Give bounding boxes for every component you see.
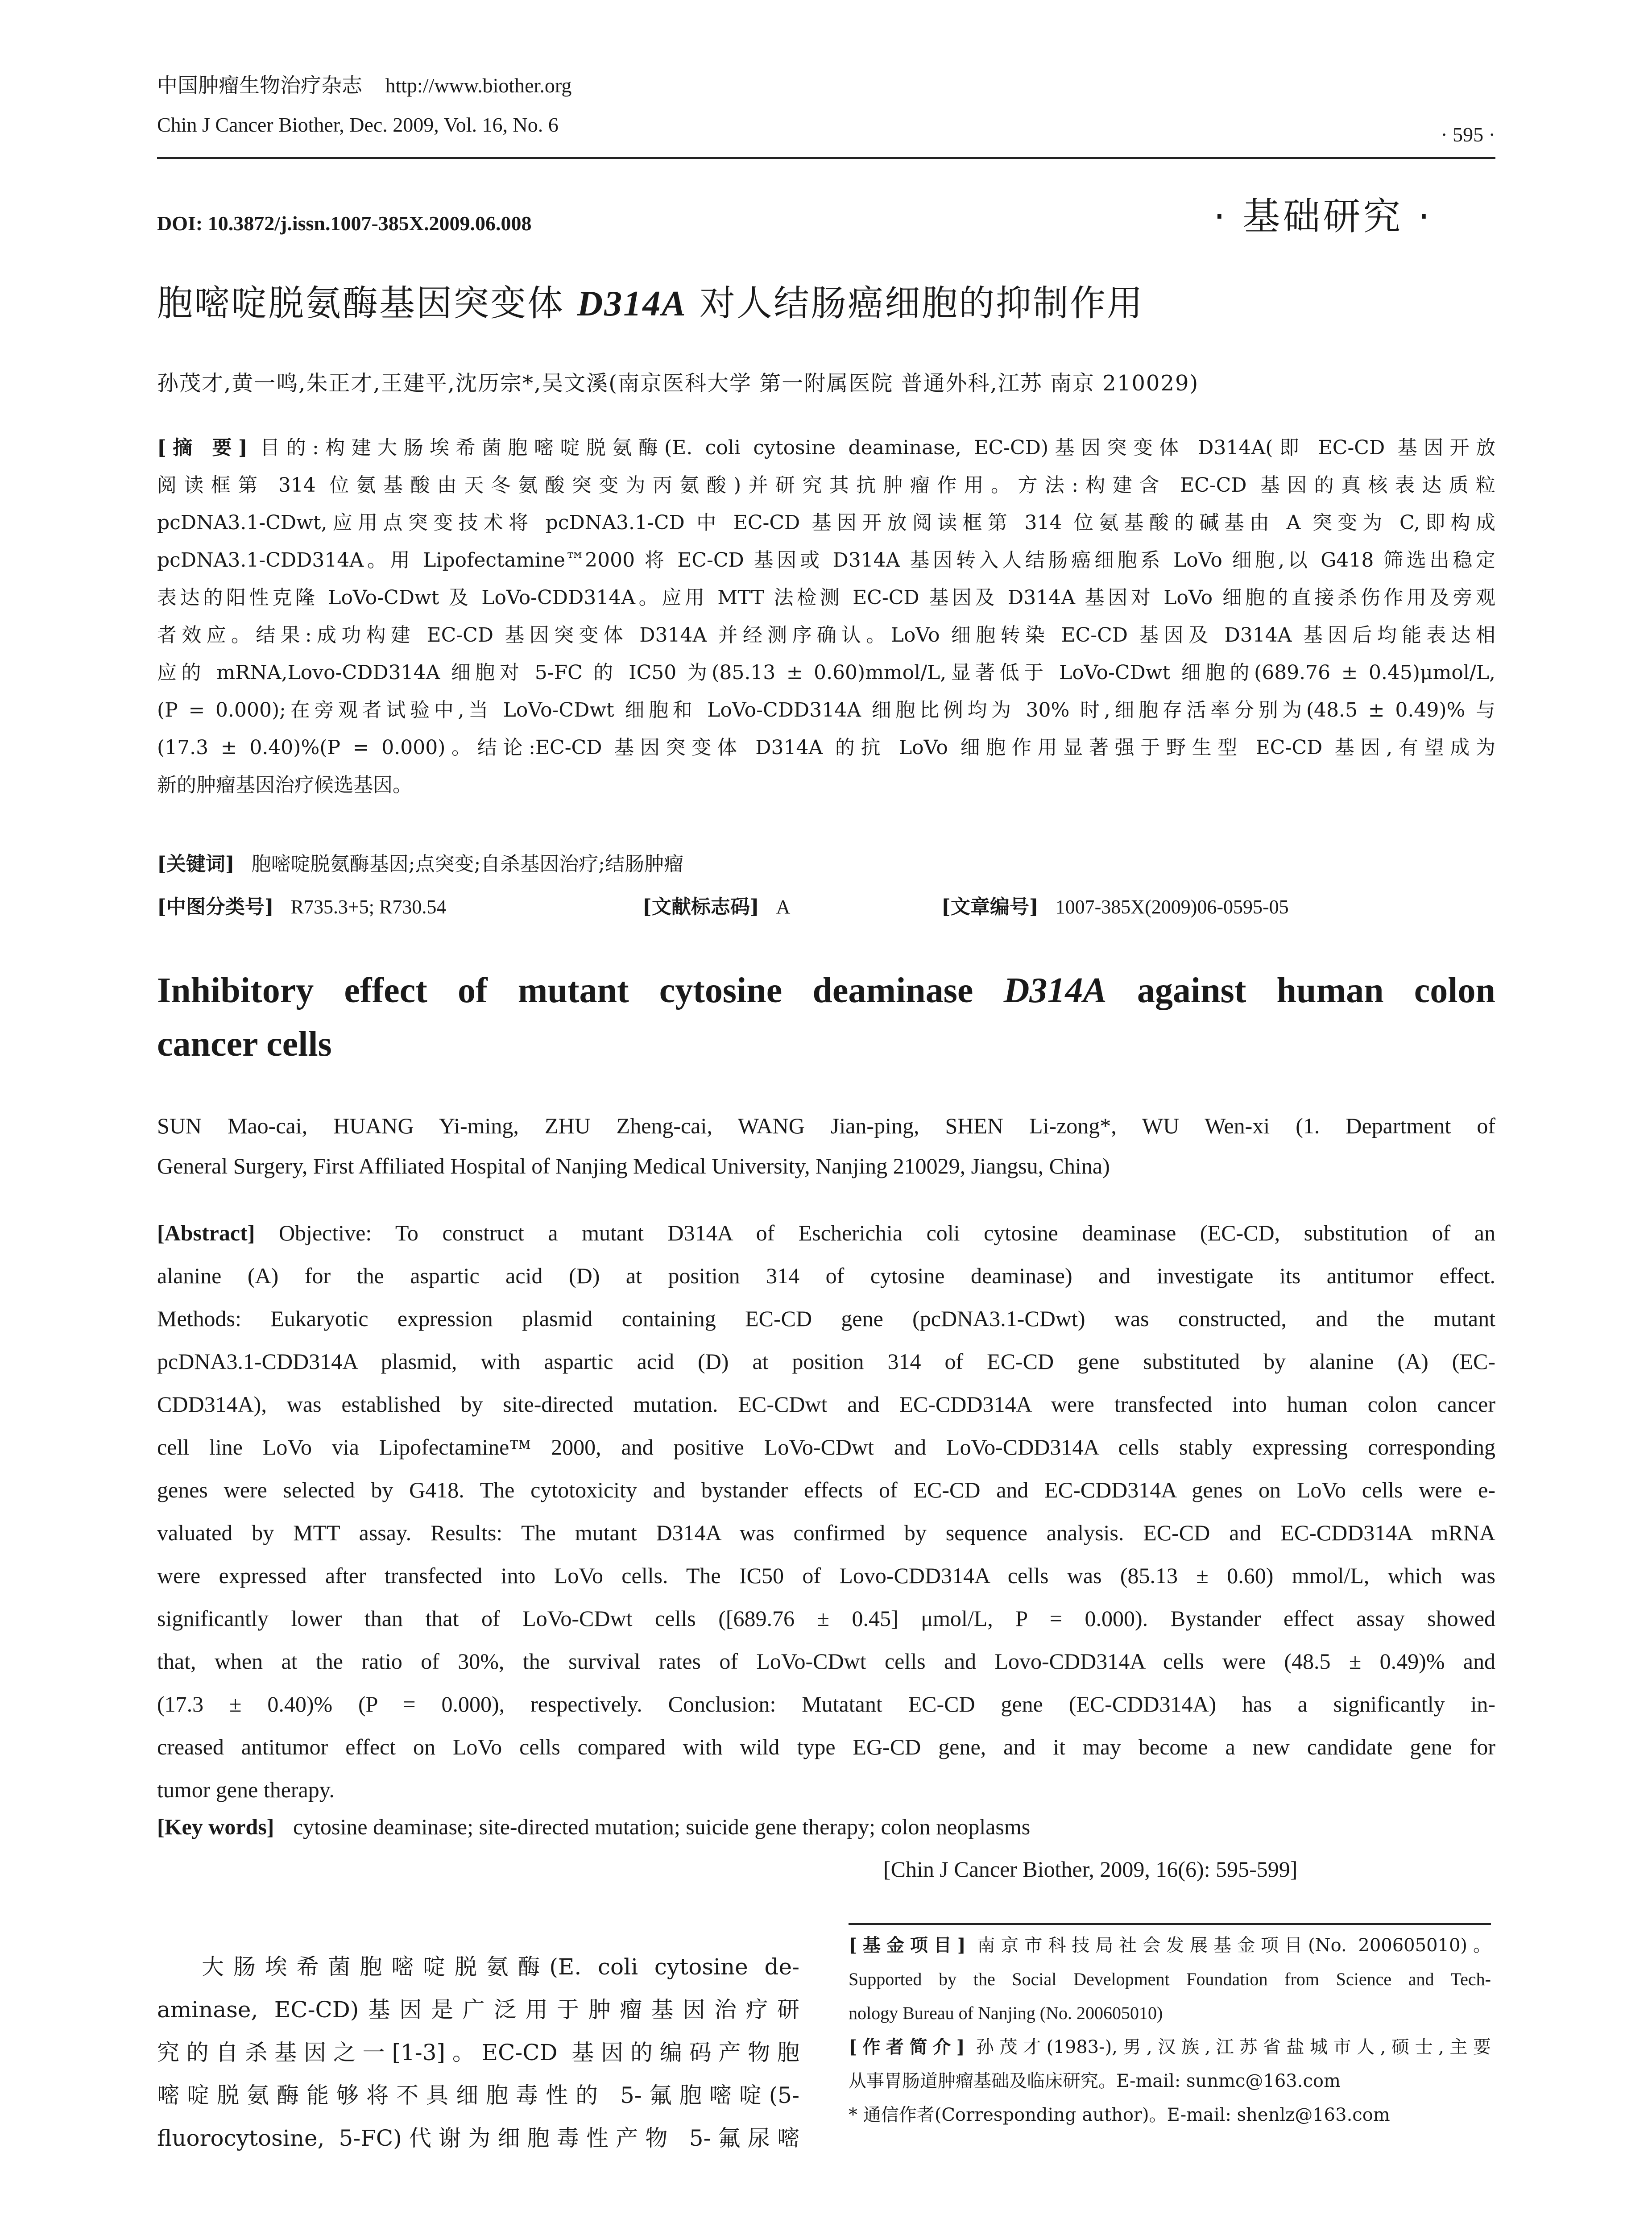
- keywords-cn-text: 胞嘧啶脱氨酶基因;点突变;自杀基因治疗;结肠肿瘤: [251, 853, 684, 875]
- abstract-en-line: were expressed after transfected into LoVo cells. The IC50 of Lovo-CDD314A cells was (85.13 ± 0.60) mmol/L, which was: [157, 1563, 1495, 1588]
- body-line: 究的自杀基因之一[1-3]。EC-CD 基因的编码产物胞: [157, 2040, 799, 2065]
- abstract-cn-label: [摘 要]: [157, 436, 248, 459]
- abstract-en: [157, 1211, 1495, 1811]
- abstract-en-line: CDD314A), was established by site-directed mutation. EC-CDwt and EC-CDD314A were transfected into human colon cancer: [157, 1392, 1495, 1417]
- journal-name-cn: 中国肿瘤生物治疗杂志: [157, 74, 362, 97]
- abstract-en-line: tumor gene therapy.: [157, 1777, 335, 1802]
- author-bio-cont: 从事胃肠道肿瘤基础及临床研究。E-mail: sunmc@163.com: [849, 2071, 1341, 2091]
- fund-label: [基金项目]: [849, 1935, 966, 1956]
- article-number: [941, 891, 1289, 919]
- doi: DOI: 10.3872/j.issn.1007-385X.2009.06.008: [157, 212, 532, 235]
- article-number-label: [文章编号]: [941, 896, 1039, 918]
- title-gene-en: D314A: [1003, 971, 1107, 1010]
- abstract-en-line: [Abstract] Objective: To construct a mutant D314A of Escherichia coli cytosine deaminase (EC-CD, substitution of an: [157, 1220, 1496, 1245]
- abstract-cn-line: (17.3 ± 0.40)%(P = 0.000)。结论:EC-CD 基因突变体 D314A 的抗 LoVo 细胞作用显著强于野生型 EC-CD 基因,有望成为: [157, 736, 1495, 759]
- abstract-cn-line: 者效应。结果:成功构建 EC-CD 基因突变体 D314A 并经测序确认。LoVo 细胞转染 EC-CD 基因及 D314A 基因后均能表达相: [157, 624, 1495, 647]
- title-gene-cn: D314A: [577, 284, 687, 323]
- authors-en: SUN Mao-cai, HUANG Yi-ming, ZHU Zheng-cai, WANG Jian-ping, SHEN Li-zong*, WU Wen-xi (1. Department of General Surgery, First Affiliated Hospital of Nanjing Medical University, Nanjing 210029, Jiangsu, China): [157, 1113, 1495, 1178]
- fund-note-en: Supported by the Social Development Foundation from Science and Tech-: [849, 1969, 1491, 1989]
- abstract-en-line: alanine (A) for the aspartic acid (D) at position 314 of cytosine deaminase) and investigate its antitumor effect.: [157, 1263, 1495, 1288]
- abstract-en-line: genes were selected by G418. The cytotoxicity and bystander effects of EC-CD and EC-CDD314A genes on LoVo cells were e-: [157, 1477, 1495, 1502]
- abstract-en-line: Methods: Eukaryotic expression plasmid containing EC-CD gene (pcDNA3.1-CDwt) was constructed, and the mutant: [157, 1306, 1495, 1331]
- abstract-cn-line: [摘 要] 目的:构建大肠埃希菌胞嘧啶脱氨酶(E. coli cytosine deaminase, EC-CD)基因突变体 D314A(即 EC-CD 基因开放: [157, 436, 1495, 459]
- abstract-en-line: that, when at the ratio of 30%, the survival rates of LoVo-CDwt cells and Lovo-CDD314A cells were (48.5 ± 0.49)% and: [157, 1649, 1495, 1674]
- document-code-label: [文献标志码]: [642, 896, 759, 918]
- author-bio-label: [作者简介]: [849, 2036, 965, 2057]
- abstract-en-line: creased antitumor effect on LoVo cells compared with wild type EG-CD gene, and it may become a new candidate gene for: [157, 1734, 1495, 1759]
- abstract-en-label: [Abstract]: [157, 1220, 255, 1245]
- authors-cn: 孙茂才,黄一鸣,朱正才,王建平,沈历宗*,吴文溪(南京医科大学 第一附属医院 普通外科,江苏 南京 210029): [157, 371, 1199, 396]
- page-number: · 595 ·: [1441, 123, 1495, 146]
- footnotes: [849, 1928, 1491, 2132]
- clc-value: R735.3+5; R730.54: [290, 896, 447, 918]
- abstract-cn-line: 新的肿瘤基因治疗候选基因。: [157, 774, 412, 796]
- section-tag: · 基础研究 ·: [1213, 195, 1433, 238]
- keywords-en-label: [Key words]: [157, 1814, 274, 1839]
- header-rule: [157, 157, 1495, 159]
- body-line: 嘧啶脱氨酶能够将不具细胞毒性的 5-氟胞嘧啶(5-: [157, 2082, 799, 2108]
- document-code-value: A: [776, 896, 791, 918]
- abstract-cn-line: pcDNA3.1-CDD314A。用 Lipofectamine™2000 将 EC-CD 基因或 D314A 基因转入人结肠癌细胞系 LoVo 细胞,以 G418 筛选出稳定: [157, 549, 1495, 572]
- abstract-en-line: (17.3 ± 0.40)% (P = 0.000), respectively. Conclusion: Mutatant EC-CD gene (EC-CDD314A) has a significantly in-: [157, 1692, 1495, 1717]
- abstract-en-line: significantly lower than that of LoVo-CDwt cells ([689.76 ± 0.45] μmol/L, P = 0.000). Bystander effect assay showed: [157, 1606, 1495, 1631]
- body-text: [157, 1945, 799, 2160]
- abstract-en-line: pcDNA3.1-CDD314A plasmid, with aspartic acid (D) at position 314 of EC-CD gene substituted by alanine (A) (EC-: [157, 1349, 1495, 1374]
- journal-header-en: Chin J Cancer Biother, Dec. 2009, Vol. 16, No. 6: [157, 113, 559, 136]
- abstract-cn-line: 表达的阳性克隆 LoVo-CDwt 及 LoVo-CDD314A。应用 MTT 法检测 EC-CD 基因及 D314A 基因对 LoVo 细胞的直接杀伤作用及旁观: [157, 586, 1495, 609]
- keywords-en: [157, 1814, 1030, 1840]
- abstract-cn: [157, 429, 1495, 804]
- journal-url[interactable]: http://www.biother.org: [385, 74, 572, 97]
- keywords-en-text: cytosine deaminase; site-directed mutation; suicide gene therapy; colon neoplasms: [293, 1814, 1031, 1839]
- fund-note-en: nology Bureau of Nanjing (No. 200605010): [849, 2003, 1163, 2023]
- article-number-value: 1007-385X(2009)06-0595-05: [1055, 896, 1289, 918]
- author-bio: [作者简介] 孙茂才(1983-),男,汉族,江苏省盐城市人,硕士,主要: [849, 2036, 1491, 2057]
- fund-note: [基金项目] 南京市科技局社会发展基金项目(No. 200605010)。: [849, 1935, 1491, 1956]
- abstract-cn-line: 阅读框第 314 位氨基酸由天冬氨酸突变为丙氨酸)并研究其抗肿瘤作用。方法:构建含 EC-CD 基因的真核表达质粒: [157, 474, 1495, 497]
- abstract-cn-line: (P = 0.000);在旁观者试验中,当 LoVo-CDwt 细胞和 LoVo-CDD314A 细胞比例均为 30% 时,细胞存活率分别为(48.5 ± 0.49)% 与: [157, 699, 1495, 722]
- title-en: Inhibitory effect of mutant cytosine deaminase D314A against human colon cancer cells: [157, 971, 1495, 1064]
- abstract-en-line: cell line LoVo via Lipofectamine™ 2000, and positive LoVo-CDwt and LoVo-CDD314A cells stably expressing corresponding: [157, 1435, 1495, 1460]
- body-line: fluorocytosine, 5-FC)代谢为细胞毒性产物 5-氟尿嘧: [157, 2125, 799, 2151]
- abstract-en-line: valuated by MTT assay. Results: The mutant D314A was confirmed by sequence analysis. EC-CD and EC-CDD314A mRNA: [157, 1520, 1495, 1545]
- journal-header-cn: [157, 71, 571, 100]
- clc-label: [中图分类号]: [157, 896, 274, 918]
- body-line: 大肠埃希菌胞嘧啶脱氨酶(E. coli cytosine de-: [202, 1954, 799, 1980]
- body-line: aminase, EC-CD)基因是广泛用于肿瘤基因治疗研: [157, 1997, 799, 2023]
- keywords-cn: [157, 848, 683, 876]
- clc-number: [157, 891, 446, 919]
- keywords-cn-label: [关键词]: [157, 853, 235, 875]
- document-code: [642, 891, 790, 919]
- citation: [Chin J Cancer Biother, 2009, 16(6): 595-599]: [883, 1857, 1298, 1882]
- abstract-cn-line: pcDNA3.1-CDwt,应用点突变技术将 pcDNA3.1-CD 中 EC-CD 基因开放阅读框第 314 位氨基酸的碱基由 A 突变为 C,即构成: [157, 511, 1495, 534]
- footnote-rule: [849, 1923, 1491, 1925]
- corresponding-author: * 通信作者(Corresponding author)。E-mail: shenlz@163.com: [849, 2105, 1390, 2125]
- abstract-cn-line: 应的 mRNA,Lovo-CDD314A 细胞对 5-FC 的 IC50 为(85.13 ± 0.60)mmol/L,显著低于 LoVo-CDwt 细胞的(689.76 ± 0.45)μmol/L,: [157, 661, 1495, 684]
- title-cn: 胞嘧啶脱氨酶基因突变体 D314A 对人结肠癌细胞的抑制作用: [157, 282, 1144, 324]
